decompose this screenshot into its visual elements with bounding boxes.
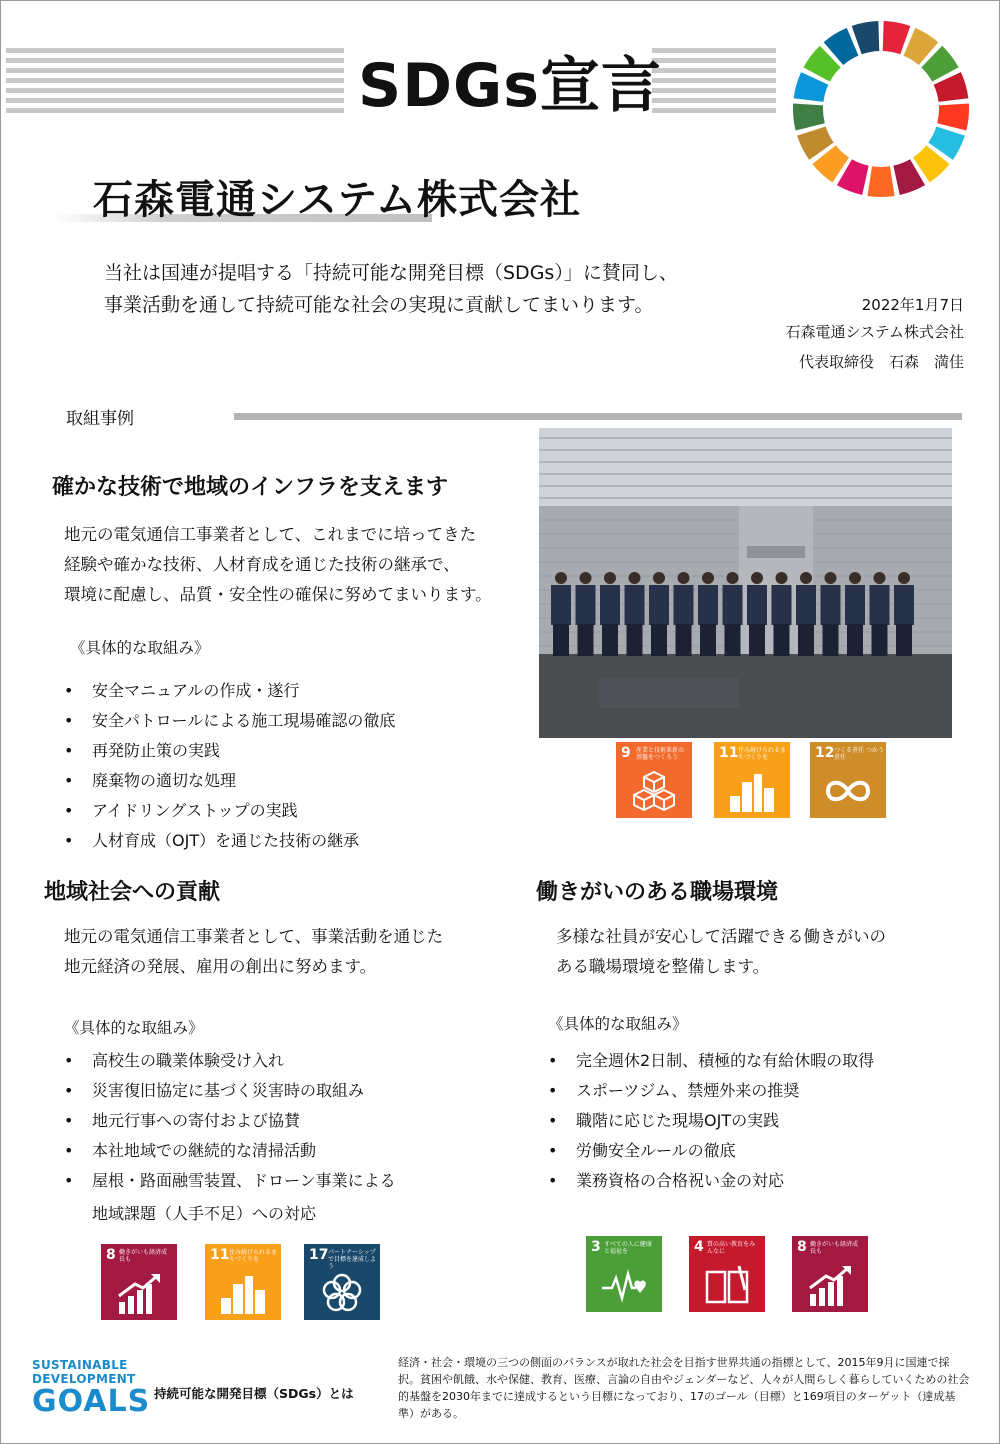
section1-para-1: 地元の電気通信工事業者として、これまでに培ってきた — [64, 525, 477, 544]
signature-date: 2022年1月7日 — [861, 296, 964, 314]
intro-line-1: 当社は国連が提唱する「持続可能な開発目標（SDGs）」に賛同し、 — [104, 262, 678, 284]
section3-list — [548, 1046, 874, 1196]
list-item: • 安全マニュアルの作成・遂行 — [64, 676, 395, 706]
sdgs-logo: SUSTAINABLE DEVELOPMENT GOALS — [32, 1358, 151, 1419]
sdg-goal-9-tile: 9 産業と技術革新の基盤をつくろう — [616, 742, 692, 818]
city-icon — [728, 770, 776, 812]
header-stripes-right — [652, 48, 776, 118]
staff-group-photo — [539, 428, 952, 738]
list-item: • 完全週休2日制、積極的な有給休暇の取得 — [548, 1046, 874, 1076]
sdg-goal-3-tile: 3 すべての人に健康と福祉を — [586, 1236, 662, 1312]
section3-sub-heading: 《具体的な取組み》 — [548, 1015, 688, 1033]
section-rule — [234, 413, 962, 420]
section2-sub-heading: 《具体的な取組み》 — [64, 1019, 204, 1037]
section1-heading: 確かな技術で地域のインフラを支えます — [52, 475, 449, 500]
list-item: • アイドリングストップの実践 — [64, 796, 395, 826]
signature-representative: 代表取締役 石森 満佳 — [798, 353, 964, 371]
list-item: • 職階に応じた現場OJTの実践 — [548, 1106, 874, 1136]
list-item: • 再発防止策の実践 — [64, 736, 395, 766]
cubes-icon — [630, 770, 678, 812]
growth-chart-icon — [806, 1264, 854, 1306]
city-icon — [219, 1272, 267, 1314]
list-item: • 屋根・路面融雪装置、ドローン事業による — [64, 1166, 396, 1196]
section1-list — [64, 676, 395, 856]
header-stripes-left — [6, 48, 344, 118]
section3-para-2: ある職場環境を整備します。 — [556, 957, 770, 976]
book-icon — [703, 1264, 751, 1306]
sdg-goal-4-tile: 4 質の高い教育をみんなに — [689, 1236, 765, 1312]
list-item: • スポーツジム、禁煙外来の推奨 — [548, 1076, 874, 1106]
list-item: • 本社地域での継続的な清掃活動 — [64, 1136, 396, 1166]
section2-para-2: 地元経済の発展、雇用の創出に努めます。 — [64, 957, 377, 976]
section-label: 取組事例 — [66, 409, 134, 429]
sdg-goal-12-tile: 12 つくる責任 つかう責任 — [810, 742, 886, 818]
company-title: 石森電通システム株式会社 — [93, 177, 581, 223]
footer-description: 経済・社会・環境の三つの側面のバランスが取れた社会を目指す世界共通の指標として、2015年9月に国連で採択。貧困や飢餓、水や保健、教育、医療、言論の自由やジェンダーなど、人々が人間らしく暮らしていくための社会的基盤を2030年までに達成するという目標になっており、17のゴール（目標）と169項目のターゲット（達成基準）がある。 — [398, 1356, 970, 1420]
partnership-flower-icon — [318, 1272, 366, 1314]
section1-para-2: 経験や確かな技術、人材育成を通じた技術の継承で、 — [64, 555, 460, 574]
signature-company: 石森電通システム株式会社 — [785, 323, 964, 341]
sdg-goal-17-tile: 17 パートナーシップで目標を達成しよう — [304, 1244, 380, 1320]
list-item-continuation: 地域課題（人手不足）への対応 — [92, 1204, 317, 1223]
section1-sub-heading: 《具体的な取組み》 — [70, 639, 210, 657]
section3-para-1: 多様な社員が安心して活躍できる働きがいの — [556, 927, 886, 946]
sdg-goal-11-tile: 11 住み続けられるまちづくりを — [205, 1244, 281, 1320]
section2-list — [64, 1046, 396, 1196]
list-item: • 災害復旧協定に基づく災害時の取組み — [64, 1076, 396, 1106]
sdg-goal-11-tile: 11 住み続けられるまちづくりを — [714, 742, 790, 818]
sdg-goal-8-tile: 8 働きがいも経済成長も — [792, 1236, 868, 1312]
growth-chart-icon — [115, 1272, 163, 1314]
section3-heading: 働きがいのある職場環境 — [536, 880, 779, 905]
sdgs-wheel-icon — [790, 18, 972, 200]
list-item: • 地元行事への寄付および協賛 — [64, 1106, 396, 1136]
footer-label: 持続可能な開発目標（SDGs）とは — [154, 1386, 354, 1401]
list-item: • 人材育成（OJT）を通じた技術の継承 — [64, 826, 395, 856]
list-item: • 業務資格の合格祝い金の対応 — [548, 1166, 874, 1196]
list-item: • 廃棄物の適切な処理 — [64, 766, 395, 796]
section2-heading: 地域社会への貢献 — [44, 880, 221, 905]
heartbeat-icon — [600, 1264, 648, 1306]
intro-line-2: 事業活動を通して持続可能な社会の実現に貢献してまいります。 — [104, 294, 654, 316]
list-item: • 労働安全ルールの徹底 — [548, 1136, 874, 1166]
sdg-goal-8-tile: 8 働きがいも経済成長も — [101, 1244, 177, 1320]
page-title: SDGs宣言 — [358, 51, 662, 121]
section1-para-3: 環境に配慮し、品質・安全性の確保に努めてまいります。 — [64, 585, 492, 604]
section2-para-1: 地元の電気通信工事業者として、事業活動を通じた — [64, 927, 444, 946]
list-item: • 安全パトロールによる施工現場確認の徹底 — [64, 706, 395, 736]
infinity-icon — [824, 770, 872, 812]
list-item: • 高校生の職業体験受け入れ — [64, 1046, 396, 1076]
